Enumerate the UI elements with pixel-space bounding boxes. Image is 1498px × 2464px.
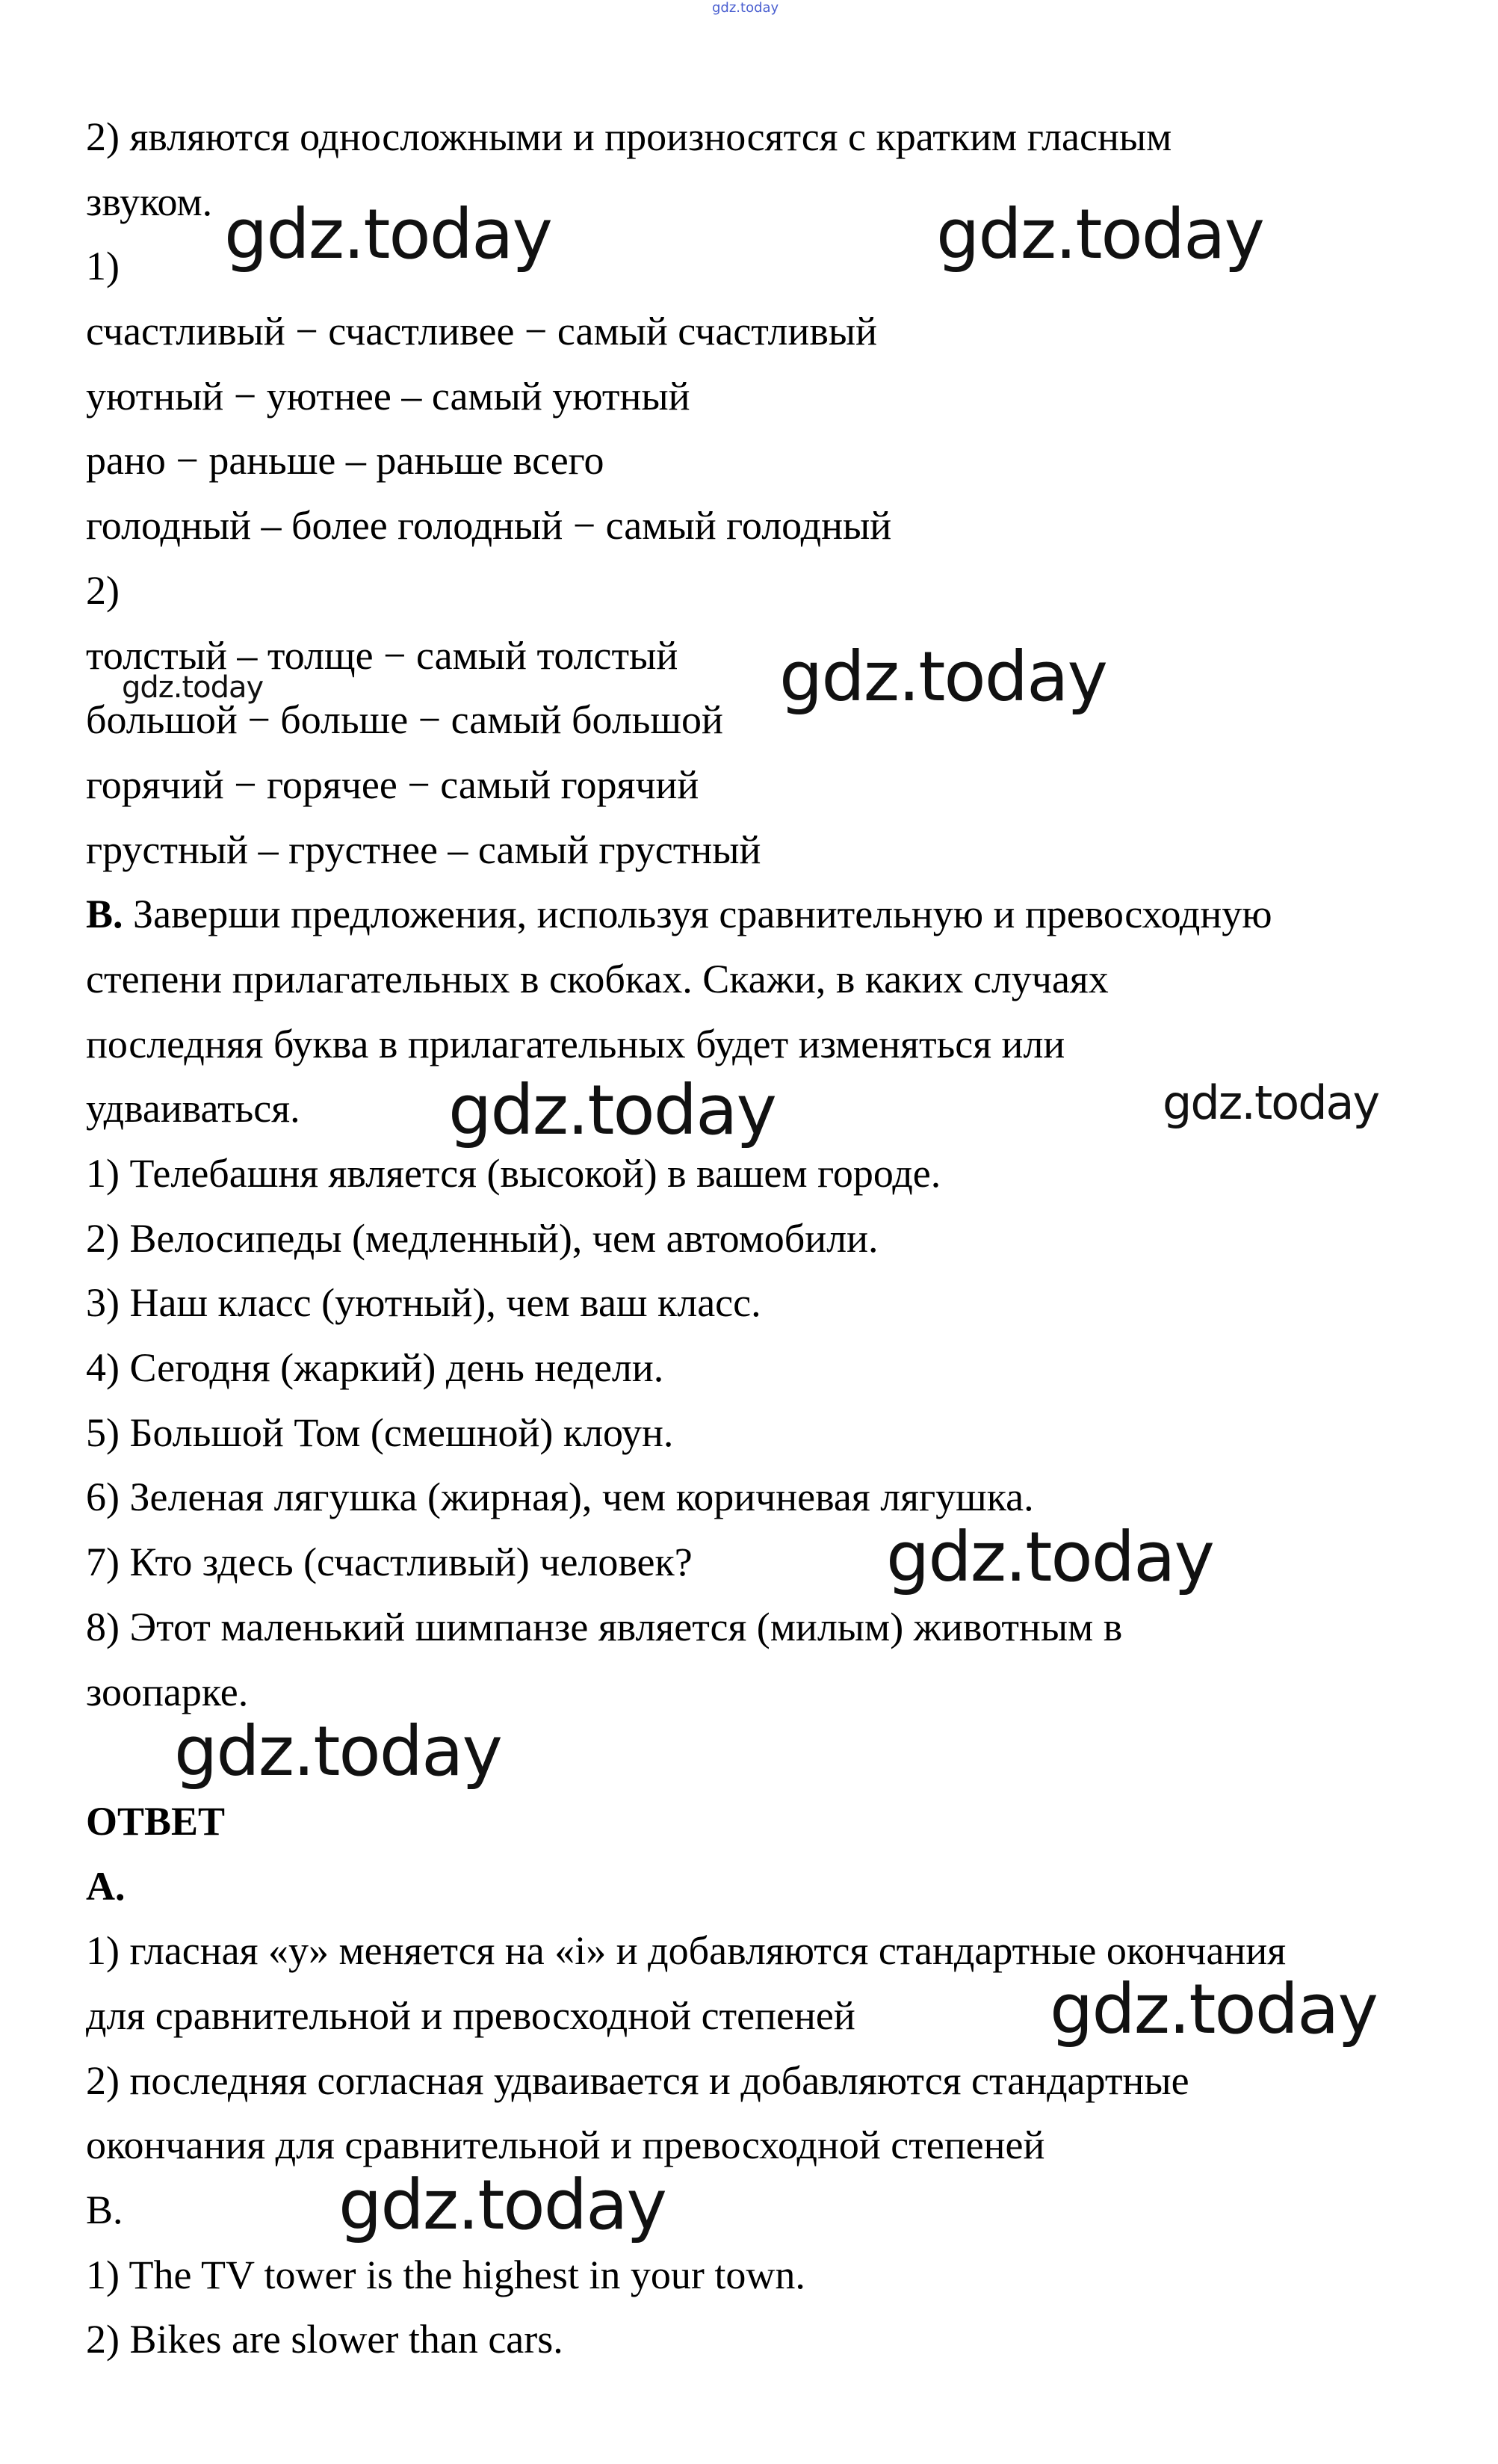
line-text: 2) Велосипеды (медленный), чем автомобили.	[86, 1215, 879, 1261]
line-text: степени прилагательных в скобках. Скажи, в каких случаях	[86, 956, 1109, 1001]
watermark: gdz.today	[338, 2165, 666, 2245]
text-line	[86, 1595, 1476, 1660]
line-text: толстый – толще − самый толстый	[86, 632, 678, 678]
watermark: gdz.today	[174, 1711, 501, 1791]
line-text: 3) Наш класс (уютный), чем ваш класс.	[86, 1280, 761, 1326]
text-line	[86, 2178, 1476, 2243]
watermark: gdz.today	[779, 637, 1107, 717]
text-line	[86, 1012, 1476, 1077]
text-line	[86, 1530, 1476, 1595]
bold-label: ОТВЕТ	[86, 1798, 226, 1844]
line-text: 2) Bikes are slower than cars.	[86, 2317, 563, 2362]
bold-label: А.	[86, 1863, 126, 1909]
watermark: gdz.today	[936, 194, 1263, 274]
line-text: счастливый − счастливее − самый счастливый	[86, 309, 878, 354]
text-line	[86, 1270, 1476, 1336]
text-line	[86, 1789, 1476, 1854]
text-line	[86, 364, 1476, 429]
text-line	[86, 299, 1476, 364]
line-text: 8) Этот маленький шимпанзе является (милым) животным в	[86, 1604, 1123, 1649]
line-text: B.	[86, 2187, 123, 2232]
text-line	[86, 2048, 1476, 2113]
text-line	[86, 558, 1476, 623]
line-text: 2) являются односложными и произносятся с кратким гласным	[86, 114, 1172, 159]
text-line	[86, 947, 1476, 1012]
text-line	[86, 1465, 1476, 1530]
line-text: 1) гласная «y» меняется на «i» и добавляются стандартные окончания	[86, 1928, 1287, 1974]
watermark: gdz.today	[448, 1070, 776, 1150]
watermark: gdz.today	[886, 1517, 1213, 1597]
text-line	[86, 818, 1476, 883]
text-line	[86, 2243, 1476, 2308]
line-text: звуком.	[86, 179, 213, 224]
line-text: большой − больше − самый большой	[86, 697, 723, 743]
line-text: уютный − уютнее – самый уютный	[86, 373, 690, 419]
line-text: 5) Большой Том (смешной) клоун.	[86, 1409, 674, 1455]
line-text: 1) The TV tower is the highest in your town.	[86, 2252, 805, 2297]
line-text: удваиваться.	[86, 1086, 300, 1131]
text-line	[86, 1141, 1476, 1206]
line-text: горячий − горячее − самый горячий	[86, 762, 699, 807]
text-line	[86, 882, 1476, 947]
line-text: 6) Зеленая лягушка (жирная), чем коричневая лягушка.	[86, 1475, 1034, 1520]
line-text: грустный – грустнее – самый грустный	[86, 827, 761, 872]
text-line	[86, 105, 1476, 170]
line-text: рано − раньше – раньше всего	[86, 438, 604, 484]
line-text: 4) Сегодня (жаркий) день недели.	[86, 1345, 664, 1391]
line-text: окончания для сравнительной и превосходной степеней	[86, 2122, 1045, 2168]
line-text: 2) последняя согласная удваивается и добавляются стандартные	[86, 2057, 1189, 2103]
line-text: Заверши предложения, используя сравнительную и превосходную	[123, 892, 1272, 937]
line-text: голодный – более голодный − самый голодный	[86, 503, 892, 549]
bold-label: В.	[86, 892, 123, 937]
line-text: 1) Телебашня является (высокой) в вашем городе.	[86, 1151, 941, 1196]
line-text: зоопарке.	[86, 1669, 249, 1714]
text-line	[86, 1854, 1476, 1919]
header-watermark: gdz.today	[712, 0, 779, 16]
text-line	[86, 1336, 1476, 1401]
text-line	[86, 428, 1476, 493]
watermark: gdz.today	[1163, 1075, 1379, 1130]
watermark: gdz.today	[122, 670, 264, 705]
watermark: gdz.today	[224, 194, 551, 274]
text-line	[86, 2113, 1476, 2178]
line-text: 2)	[86, 567, 120, 613]
line-text: 1)	[86, 244, 120, 289]
text-line	[86, 1401, 1476, 1466]
line-text: для сравнительной и превосходной степеней	[86, 1992, 855, 2038]
line-text: 7) Кто здесь (счастливый) человек?	[86, 1540, 693, 1585]
watermark: gdz.today	[1050, 1969, 1377, 2049]
text-line	[86, 2307, 1476, 2372]
line-text: последняя буква в прилагательных будет изменяться или	[86, 1021, 1065, 1066]
text-line	[86, 493, 1476, 558]
text-line	[86, 753, 1476, 818]
text-line	[86, 1206, 1476, 1271]
